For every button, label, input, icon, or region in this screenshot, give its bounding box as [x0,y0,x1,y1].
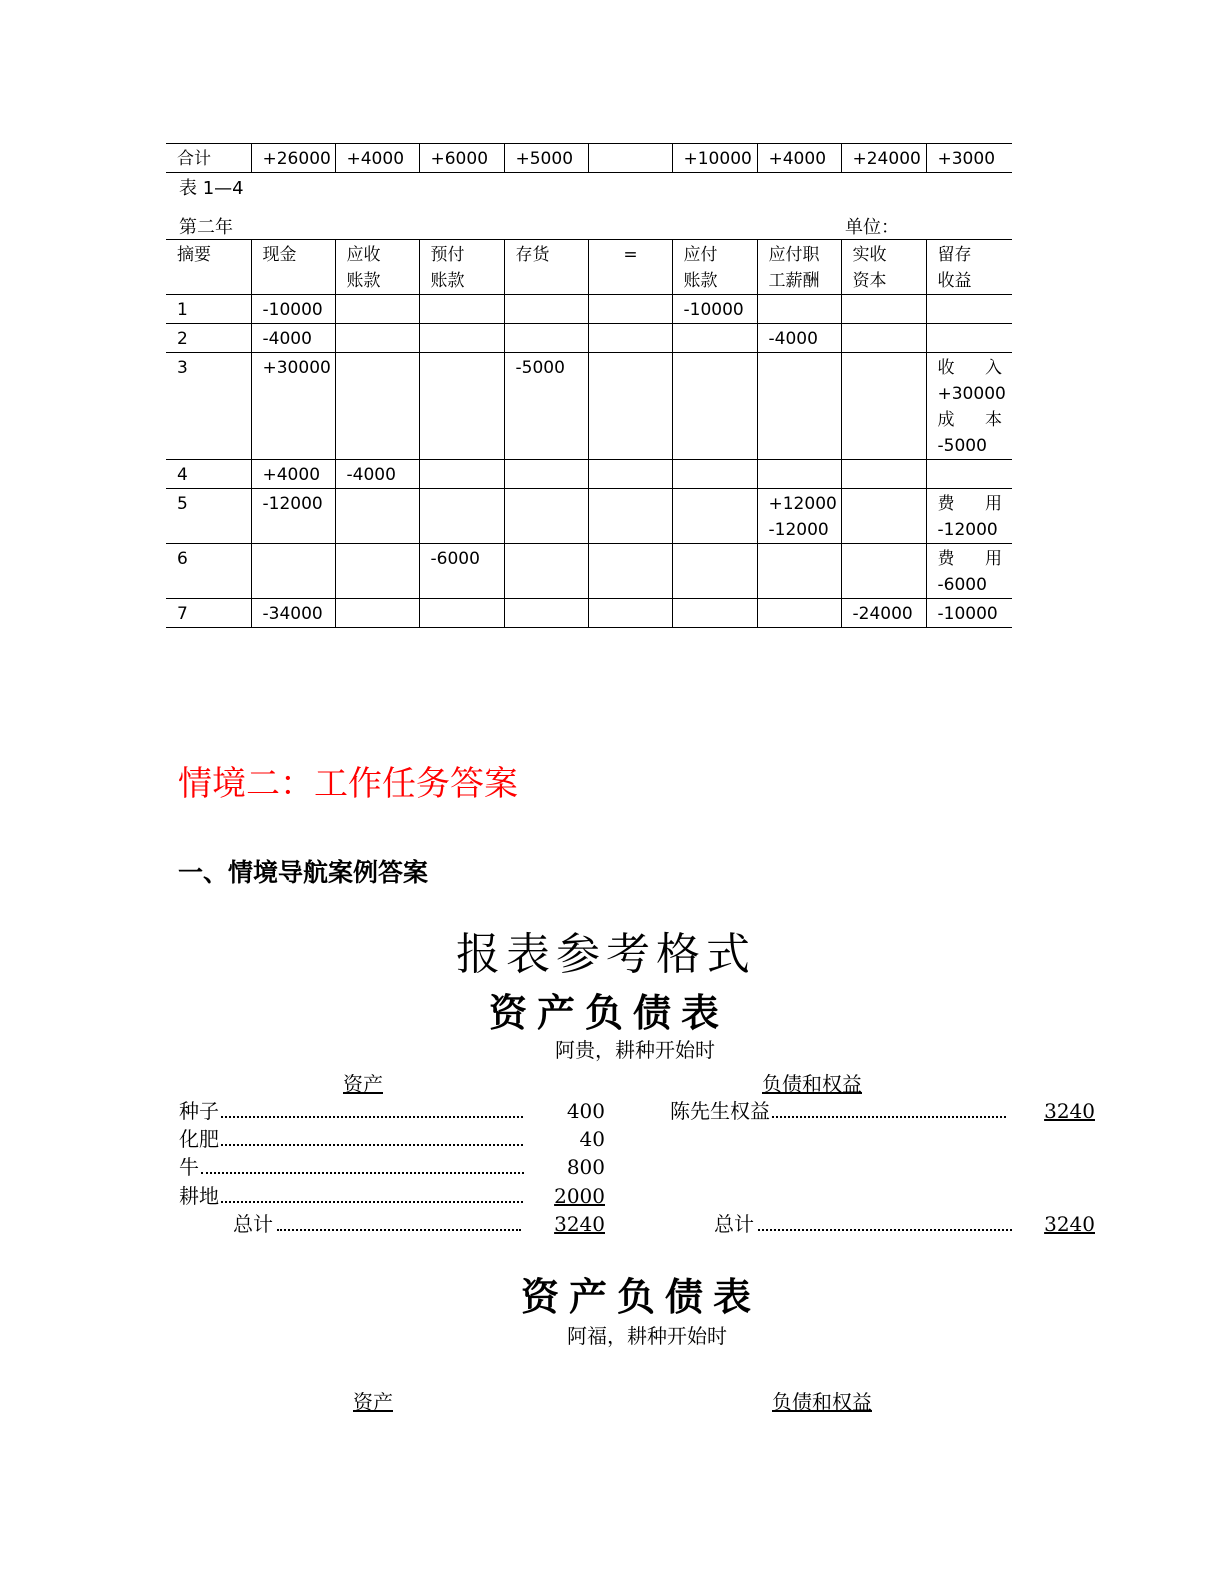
bs1-liab-header: 负债和权益 [762,1072,862,1096]
table-cell [335,489,419,544]
bs1-equity-value: 3240 [1044,1099,1095,1123]
cell-line: -6000 [430,549,480,569]
total-value-cell: +3000 [926,144,1012,173]
header-line: 收益 [937,271,972,291]
table-cell [757,324,841,353]
header-line: 应付 [683,245,718,265]
bs1-asset-value: 400 [566,1099,605,1123]
table-cell [672,599,757,628]
table-cell [251,460,335,489]
table-cell [588,324,672,353]
table-row [166,295,1012,324]
table-cell [504,324,588,353]
header-line: 账款 [346,271,381,291]
table-cell [335,295,419,324]
cell-line: 2 [177,329,188,349]
unit-label: 单位： [845,217,899,238]
table-row [166,489,1012,544]
table-cell [841,544,926,599]
total-row-table [166,143,1012,173]
cell-line: -6000 [937,575,987,595]
cell-line: -4000 [262,329,312,349]
cell-line: 4 [177,465,188,485]
bs2-title: 资产负债表 [520,1274,761,1319]
cell-line: -10000 [262,300,323,320]
cell-line: 1 [177,300,188,320]
total-label-cell: 合计 [166,144,251,173]
total-value-cell: +5000 [504,144,588,173]
table-cell [926,460,1012,489]
cell-line: -24000 [852,604,913,624]
header-cell [504,240,588,295]
table-cell [841,489,926,544]
total-value-cell: +6000 [419,144,504,173]
cell-line: -12000 [937,520,998,540]
bs1-asset-label: 种子 [179,1099,219,1123]
header-cell [166,240,251,295]
table-cell [926,353,1012,460]
cell-line: 3 [177,358,188,378]
table-row [166,460,1012,489]
table-cell [588,460,672,489]
table-cell [672,489,757,544]
header-line: 账款 [430,271,465,291]
cell-line: +30000 [262,358,331,378]
bs1-asset-total-label: 总计 [233,1212,273,1236]
table-cell [926,324,1012,353]
bs1-liab-total-row [714,1208,1095,1237]
table-row [166,599,1012,628]
table-row [166,544,1012,599]
bs1-asset-value: 40 [579,1127,605,1151]
table-cell [672,544,757,599]
header-cell [757,240,841,295]
cell-line: +4000 [262,465,321,485]
table-caption: 表 1—4 [179,178,244,199]
bs1-asset-total-row [233,1208,605,1237]
bs1-asset-label: 牛 [179,1155,199,1179]
header-line: 应收 [346,245,381,265]
table-cell [841,324,926,353]
header-line: 工薪酬 [768,271,820,291]
cell-line: -5000 [937,436,987,456]
cell-line: -5000 [515,358,565,378]
table-cell [251,599,335,628]
table-cell [166,599,251,628]
table-cell [419,544,504,599]
cell-line: -4000 [346,465,396,485]
table-cell [335,353,419,460]
bs1-asset-value: 2000 [554,1184,605,1208]
table-cell [926,544,1012,599]
table-cell [166,489,251,544]
bs1-asset-label: 耕地 [179,1184,219,1208]
report-title: 报表参考格式 [456,929,756,980]
table-cell [757,489,841,544]
leader-dots [221,1201,523,1203]
table-cell [588,353,672,460]
table-cell [672,295,757,324]
subsection-title: 一、情境导航案例答案 [178,858,429,887]
header-line: 留存 [937,245,972,265]
cell-line: 7 [177,604,188,624]
total-value-cell: +24000 [841,144,926,173]
table-cell [251,544,335,599]
bs1-asset-row [179,1151,605,1180]
table-cell [672,324,757,353]
header-cell [251,240,335,295]
bs2-liab-header: 负债和权益 [772,1390,872,1414]
table-cell [588,295,672,324]
table-cell [419,295,504,324]
header-row [166,240,1012,295]
header-cell [588,240,672,295]
table-cell [504,460,588,489]
bs2-assets-header: 资产 [353,1390,393,1414]
header-cell [841,240,926,295]
table-cell [757,599,841,628]
leader-dots [758,1229,1012,1231]
year-label: 第二年 [179,217,233,238]
table-cell [419,324,504,353]
table-cell [335,460,419,489]
header-line: 应付职 [768,245,820,265]
ledger-table [166,239,1012,628]
table-cell [504,353,588,460]
cell-line: -12000 [768,520,829,540]
table-cell [419,599,504,628]
bs1-liab-total: 3240 [1044,1212,1095,1236]
table-cell [926,599,1012,628]
header-cell [335,240,419,295]
header-line: 预付 [430,245,465,265]
cell-line: 费 用 [937,549,1002,569]
table-cell [251,295,335,324]
table-cell [757,460,841,489]
cell-line: +12000 [768,494,837,514]
table-cell [504,295,588,324]
table-cell [419,353,504,460]
bs1-assets-header: 资产 [343,1072,383,1096]
table-cell [841,599,926,628]
cell-line: 成 本 [937,410,1002,430]
header-line: 账款 [683,271,718,291]
table-cell [588,489,672,544]
table-cell [166,353,251,460]
leader-dots [221,1116,523,1118]
table-cell [672,460,757,489]
header-line: 实收 [852,245,887,265]
cell-line: -34000 [262,604,323,624]
header-cell [672,240,757,295]
table-cell [335,599,419,628]
leader-dots [221,1144,523,1146]
table-cell [926,489,1012,544]
section-title: 情境二：工作任务答案 [178,764,518,804]
total-value-cell: +26000 [251,144,335,173]
bs1-asset-row [179,1180,605,1209]
table-cell [251,489,335,544]
header-cell [419,240,504,295]
table-cell [841,295,926,324]
bs1-asset-label: 化肥 [179,1127,219,1151]
table-row [166,324,1012,353]
header-cell [926,240,1012,295]
total-value-cell: +4000 [335,144,419,173]
leader-dots [277,1229,521,1231]
table-cell [588,599,672,628]
total-value-cell [588,144,672,173]
cell-line: -4000 [768,329,818,349]
header-line: = [623,245,638,265]
bs1-equity-row [670,1095,1095,1124]
cell-line: 收 入 [937,358,1002,378]
table-cell [504,599,588,628]
leader-dots [201,1172,524,1174]
table-cell [335,324,419,353]
table-cell [757,544,841,599]
cell-line: 费 用 [937,494,1002,514]
table-row [166,353,1012,460]
bs1-asset-value: 800 [566,1155,605,1179]
table-cell [166,460,251,489]
table-cell [419,460,504,489]
table-cell [504,544,588,599]
table-cell [419,489,504,544]
bs1-equity-label: 陈先生权益 [670,1099,770,1123]
bs1-subtitle: 阿贵，耕种开始时 [555,1038,715,1062]
table-cell [757,295,841,324]
table-cell [251,324,335,353]
header-line: 现金 [262,245,297,265]
leader-dots [772,1116,1006,1118]
bs1-title: 资产负债表 [488,990,729,1035]
bs2-subtitle: 阿福，耕种开始时 [567,1324,727,1348]
table-cell [166,544,251,599]
header-line: 存货 [515,245,550,265]
table-cell [841,460,926,489]
total-row [166,144,1012,173]
cell-line: -10000 [683,300,744,320]
cell-line: +30000 [937,384,1006,404]
bs1-liab-total-label: 总计 [714,1212,754,1236]
table-cell [251,353,335,460]
cell-line: -12000 [262,494,323,514]
header-line: 摘要 [177,245,211,265]
bs1-asset-total: 3240 [554,1212,605,1236]
total-value-cell: +10000 [672,144,757,173]
cell-line: -10000 [937,604,998,624]
table-cell [166,324,251,353]
table-cell [335,544,419,599]
table-cell [926,295,1012,324]
cell-line: 6 [177,549,188,569]
table-cell [672,353,757,460]
table-cell [757,353,841,460]
table-cell [166,295,251,324]
table-cell [504,489,588,544]
cell-line: 5 [177,494,188,514]
table-cell [841,353,926,460]
bs1-asset-row [179,1123,605,1152]
header-line: 资本 [852,271,887,291]
total-value-cell: +4000 [757,144,841,173]
bs1-asset-row [179,1095,605,1124]
table-cell [588,544,672,599]
